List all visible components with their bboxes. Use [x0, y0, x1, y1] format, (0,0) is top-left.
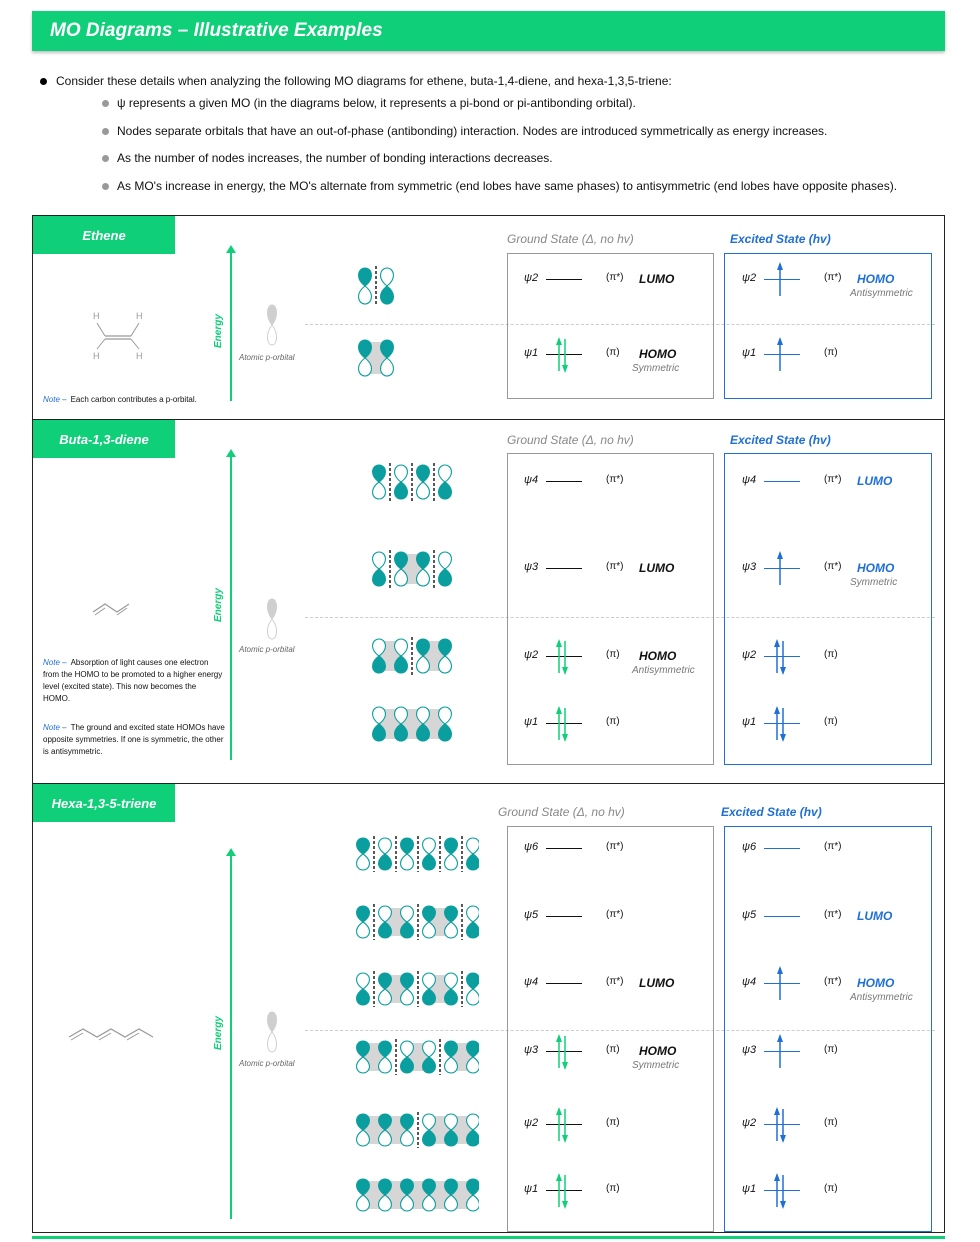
- orbital-lobe: [445, 838, 458, 854]
- frontier-orbital-label: HOMO: [857, 976, 895, 990]
- atomic-p-lobe: [267, 305, 276, 325]
- electron-arrowhead: [774, 1107, 780, 1115]
- electron-arrowhead: [556, 337, 562, 345]
- electron-arrows: [550, 705, 580, 743]
- orbital-lobe: [357, 854, 370, 870]
- orbital-lobe: [357, 989, 370, 1005]
- orbital-lobe: [467, 906, 479, 922]
- excited-state-level: [742, 270, 922, 299]
- mo-label: ψ2: [742, 1117, 757, 1129]
- excited-state-level: [742, 839, 922, 859]
- electron-arrows: [768, 261, 798, 299]
- orbital-lobe: [373, 482, 386, 499]
- orbital-lobe: [357, 838, 370, 854]
- ground-state-level: [524, 1042, 704, 1071]
- mo-label: ψ4: [524, 976, 539, 988]
- hexatriene-structure: [67, 1019, 157, 1043]
- ground-state-level: [524, 1115, 704, 1135]
- mo-label: ψ2: [524, 272, 539, 284]
- orbital-type: (π): [824, 716, 838, 727]
- orbital-lobe: [417, 482, 430, 499]
- butadiene-mo-art: [365, 460, 465, 760]
- electron-arrows: [550, 1033, 580, 1071]
- orbital-type: (π): [606, 1117, 620, 1128]
- note-label: Note –: [43, 395, 67, 404]
- orbital-type: (π): [606, 649, 620, 660]
- mo-label: ψ1: [742, 1183, 757, 1195]
- electron-arrowhead: [556, 706, 562, 714]
- page-title: MO Diagrams – Illustrative Examples: [50, 20, 383, 41]
- excited-state-level: [742, 647, 922, 667]
- orbital-lobe: [467, 973, 479, 989]
- note-text: Each carbon contributes a p-orbital.: [70, 395, 197, 404]
- atom-h: H: [136, 311, 143, 321]
- mo-label: ψ4: [524, 474, 539, 486]
- mo-label: ψ5: [742, 909, 757, 921]
- ground-state-level: [524, 472, 704, 492]
- electron-arrows: [550, 1172, 580, 1210]
- electron-arrowhead: [774, 706, 780, 714]
- excited-state-level: [742, 472, 922, 492]
- ground-state-level: [524, 714, 704, 734]
- energy-level-line: [764, 916, 800, 917]
- orbital-lobe: [417, 465, 430, 482]
- orbital-type: (π): [606, 347, 620, 358]
- electron-arrows: [768, 1172, 798, 1210]
- frontier-orbital-label: LUMO: [857, 474, 893, 488]
- symmetry-label: Antisymmetric: [632, 665, 695, 676]
- atomic-p-lobe: [267, 1032, 276, 1052]
- electron-arrows: [550, 1106, 580, 1144]
- electron-arrows: [550, 336, 580, 374]
- atom-h: H: [136, 351, 143, 361]
- electron-arrowhead: [562, 667, 568, 675]
- mo-label: ψ4: [742, 474, 757, 486]
- mo-label: ψ2: [524, 1117, 539, 1129]
- energy-arrow: [230, 455, 232, 760]
- orbital-type: (π*): [824, 561, 842, 572]
- hexatriene-mo-art: [349, 832, 479, 1222]
- excited-state-level: [742, 974, 922, 1003]
- excited-state-level: [742, 345, 922, 365]
- energy-label: Energy: [213, 1016, 224, 1050]
- electron-arrowhead: [562, 1201, 568, 1209]
- ethene-tag: Ethene: [33, 216, 175, 254]
- butadiene-structure: [91, 598, 151, 618]
- orbital-lobe: [357, 922, 370, 938]
- orbital-lobe: [357, 906, 370, 922]
- symmetry-label: Antisymmetric: [850, 288, 913, 299]
- orbital-lobe: [395, 482, 408, 499]
- intro-sub-bullet-4: As MO's increase in energy, the MO's alternate from symmetric (end lobes have same phases) to antisymmetric (end lobes have opposite phases).: [100, 179, 958, 207]
- orbital-type: (π*): [824, 474, 842, 485]
- orbital-lobe: [381, 286, 394, 304]
- symmetry-label: Symmetric: [632, 363, 680, 374]
- ground-state-box: [507, 826, 714, 1232]
- excited-state-level: [742, 714, 922, 734]
- frontier-orbital-label: HOMO: [857, 561, 895, 575]
- orbital-type: (π): [824, 649, 838, 660]
- butadiene-tag: Buta-1,3-diene: [33, 420, 175, 458]
- orbital-type: (π): [606, 716, 620, 727]
- electron-arrowhead: [556, 639, 562, 647]
- orbital-type: (π*): [606, 561, 624, 572]
- frontier-orbital-label: LUMO: [639, 976, 675, 990]
- intro-sub-bullet-1: ψ represents a given MO (in the diagrams below, it represents a pi-bond or pi-antibonding orbital).: [100, 96, 958, 124]
- atomic-p-label: Atomic p-orbital: [239, 645, 295, 654]
- mo-label: ψ2: [524, 649, 539, 661]
- mo-label: ψ5: [524, 909, 539, 921]
- electron-arrowhead: [780, 667, 786, 675]
- ground-state-level: [524, 907, 704, 927]
- orbital-type: (π*): [606, 909, 624, 920]
- energy-level-line: [546, 481, 582, 482]
- atom-h: H: [93, 351, 100, 361]
- frontier-orbital-label: LUMO: [639, 272, 675, 286]
- electron-arrows: [768, 965, 798, 1003]
- mo-label: ψ4: [742, 976, 757, 988]
- electron-arrows: [768, 550, 798, 588]
- electron-arrowhead: [562, 1135, 568, 1143]
- energy-level-line: [546, 916, 582, 917]
- footer-rule: [32, 1236, 945, 1239]
- orbital-type: (π): [824, 1117, 838, 1128]
- energy-level-line: [546, 983, 582, 984]
- orbital-type: (π*): [606, 474, 624, 485]
- mo-label: ψ3: [524, 1044, 539, 1056]
- mo-label: ψ1: [742, 347, 757, 359]
- orbital-lobe: [439, 482, 452, 499]
- mo-label: ψ2: [742, 649, 757, 661]
- mo-label: ψ3: [742, 561, 757, 573]
- electron-arrowhead: [556, 1034, 562, 1042]
- note-text: The ground and excited state HOMOs have opposite symmetries. If one is symmetric, the other is antisymmetric.: [43, 723, 225, 756]
- note-text: Absorption of light causes one electron from the HOMO to be promoted to a higher energy level (excited state). This now becomes the HOMO.: [43, 658, 223, 703]
- electron-arrowhead: [777, 551, 783, 559]
- excited-state-level: [742, 907, 922, 927]
- ground-state-heading: Ground State (Δ, no hv): [507, 232, 634, 246]
- ground-state-level: [524, 559, 704, 579]
- butadiene-note-1: [43, 657, 225, 705]
- mo-label: ψ1: [742, 716, 757, 728]
- electron-arrowhead: [556, 1173, 562, 1181]
- orbital-lobe: [359, 268, 372, 286]
- mo-label: ψ6: [742, 841, 757, 853]
- hexatriene-section: [32, 783, 945, 1233]
- mo-label: ψ1: [524, 347, 539, 359]
- energy-level-line: [764, 481, 800, 482]
- frontier-orbital-label: HOMO: [639, 1044, 677, 1058]
- electron-arrows: [768, 336, 798, 374]
- electron-arrowhead: [780, 1135, 786, 1143]
- excited-state-box: [724, 826, 932, 1232]
- ground-state-heading: Ground State (Δ, no hv): [498, 805, 625, 819]
- orbital-lobe: [423, 854, 436, 870]
- intro-sub-bullet-3: As the number of nodes increases, the number of bonding interactions decreases.: [100, 151, 958, 179]
- orbital-lobe: [467, 989, 479, 1005]
- intro-main-bullet: Consider these details when analyzing the following MO diagrams for ethene, buta-1,4-diene, and hexa-1,3,5-triene:: [38, 74, 958, 96]
- electron-arrowhead: [777, 262, 783, 270]
- note-label: Note –: [43, 658, 67, 667]
- atomic-p-orbital-icon: [265, 598, 279, 640]
- energy-label: Energy: [213, 314, 224, 348]
- atom-h: H: [93, 311, 100, 321]
- mo-label: ψ6: [524, 841, 539, 853]
- symmetry-label: Symmetric: [632, 1060, 680, 1071]
- electron-arrows: [768, 1033, 798, 1071]
- atomic-p-lobe: [267, 599, 276, 619]
- energy-level-line: [546, 568, 582, 569]
- electron-arrowhead: [777, 966, 783, 974]
- energy-arrow: [230, 854, 232, 1219]
- orbital-lobe: [379, 854, 392, 870]
- electron-arrowhead: [562, 1062, 568, 1070]
- orbital-type: (π): [824, 1044, 838, 1055]
- mo-label: ψ3: [742, 1044, 757, 1056]
- frontier-orbital-label: HOMO: [857, 272, 895, 286]
- atomic-p-orbital-icon: [265, 1011, 279, 1053]
- excited-state-level: [742, 1181, 922, 1201]
- orbital-lobe: [401, 838, 414, 854]
- orbital-type: (π): [824, 347, 838, 358]
- electron-arrows: [768, 705, 798, 743]
- energy-level-line: [546, 848, 582, 849]
- electron-arrows: [768, 638, 798, 676]
- ground-state-heading: Ground State (Δ, no hv): [507, 433, 634, 447]
- orbital-lobe: [467, 838, 479, 854]
- ground-state-level: [524, 1181, 704, 1201]
- orbital-lobe: [423, 838, 436, 854]
- orbital-lobe: [381, 268, 394, 286]
- electron-arrowhead: [780, 734, 786, 742]
- hexatriene-tag: Hexa-1,3-5-triene: [33, 784, 175, 822]
- ground-state-level: [524, 974, 704, 994]
- orbital-type: (π): [606, 1044, 620, 1055]
- atomic-p-label: Atomic p-orbital: [239, 1059, 295, 1068]
- orbital-lobe: [467, 854, 479, 870]
- orbital-lobe: [359, 286, 372, 304]
- electron-arrowhead: [562, 365, 568, 373]
- excited-state-level: [742, 559, 922, 588]
- butadiene-note-2: [43, 722, 225, 758]
- orbital-type: (π): [824, 1183, 838, 1194]
- electron-arrows: [768, 1106, 798, 1144]
- excited-state-level: [742, 1115, 922, 1135]
- energy-level-line: [546, 279, 582, 280]
- orbital-lobe: [445, 854, 458, 870]
- electron-arrowhead: [777, 1034, 783, 1042]
- electron-arrowhead: [774, 1173, 780, 1181]
- frontier-orbital-label: HOMO: [639, 649, 677, 663]
- electron-arrowhead: [774, 639, 780, 647]
- atomic-p-lobe: [267, 619, 276, 639]
- mo-label: ψ2: [742, 272, 757, 284]
- frontier-orbital-label: LUMO: [857, 909, 893, 923]
- title-bar: [32, 11, 945, 51]
- orbital-lobe: [379, 838, 392, 854]
- energy-level-line: [764, 848, 800, 849]
- frontier-orbital-label: HOMO: [639, 347, 677, 361]
- symmetry-label: Symmetric: [850, 577, 898, 588]
- intro-sub-bullet-2: Nodes separate orbitals that have an out-of-phase (antibonding) interaction. Nodes are introduced symmetrically as energy increases.: [100, 124, 958, 152]
- orbital-lobe: [395, 465, 408, 482]
- mo-label: ψ1: [524, 716, 539, 728]
- orbital-lobe: [357, 973, 370, 989]
- electron-arrowhead: [556, 1107, 562, 1115]
- orbital-lobe: [373, 465, 386, 482]
- electron-arrowhead: [777, 337, 783, 345]
- note-label: Note –: [43, 723, 67, 732]
- ground-state-level: [524, 839, 704, 859]
- mo-label: ψ1: [524, 1183, 539, 1195]
- electron-arrows: [550, 638, 580, 676]
- orbital-lobe: [373, 552, 386, 569]
- orbital-type: (π*): [606, 841, 624, 852]
- orbital-type: (π*): [824, 909, 842, 920]
- energy-label: Energy: [213, 588, 224, 622]
- atomic-p-lobe: [267, 1012, 276, 1032]
- orbital-lobe: [439, 465, 452, 482]
- orbital-type: (π*): [606, 976, 624, 987]
- atomic-p-lobe: [267, 325, 276, 345]
- orbital-lobe: [439, 569, 452, 586]
- excited-state-heading: Excited State (hv): [721, 805, 822, 819]
- electron-arrowhead: [562, 734, 568, 742]
- butadiene-section: [32, 419, 945, 784]
- orbital-lobe: [401, 854, 414, 870]
- ethene-mo-art: [353, 266, 473, 386]
- excited-state-heading: Excited State (hv): [730, 232, 831, 246]
- ethene-note: [43, 394, 197, 406]
- orbital-lobe: [373, 569, 386, 586]
- orbital-lobe: [439, 552, 452, 569]
- orbital-type: (π*): [824, 976, 842, 987]
- excited-state-level: [742, 1042, 922, 1062]
- ground-state-level: [524, 345, 704, 374]
- atomic-p-label: Atomic p-orbital: [239, 353, 295, 362]
- ethene-section: [32, 215, 945, 420]
- excited-state-heading: Excited State (hv): [730, 433, 831, 447]
- orbital-type: (π*): [824, 272, 842, 283]
- frontier-orbital-label: LUMO: [639, 561, 675, 575]
- symmetry-label: Antisymmetric: [850, 992, 913, 1003]
- orbital-type: (π*): [606, 272, 624, 283]
- orbital-lobe: [467, 922, 479, 938]
- mo-label: ψ3: [524, 561, 539, 573]
- ground-state-level: [524, 647, 704, 676]
- orbital-type: (π*): [824, 841, 842, 852]
- atomic-p-orbital-icon: [265, 304, 279, 346]
- intro-bullets: [38, 74, 958, 206]
- orbital-type: (π): [606, 1183, 620, 1194]
- ground-state-level: [524, 270, 704, 290]
- electron-arrowhead: [780, 1201, 786, 1209]
- ethene-structure: [83, 301, 153, 361]
- energy-arrow: [230, 251, 232, 401]
